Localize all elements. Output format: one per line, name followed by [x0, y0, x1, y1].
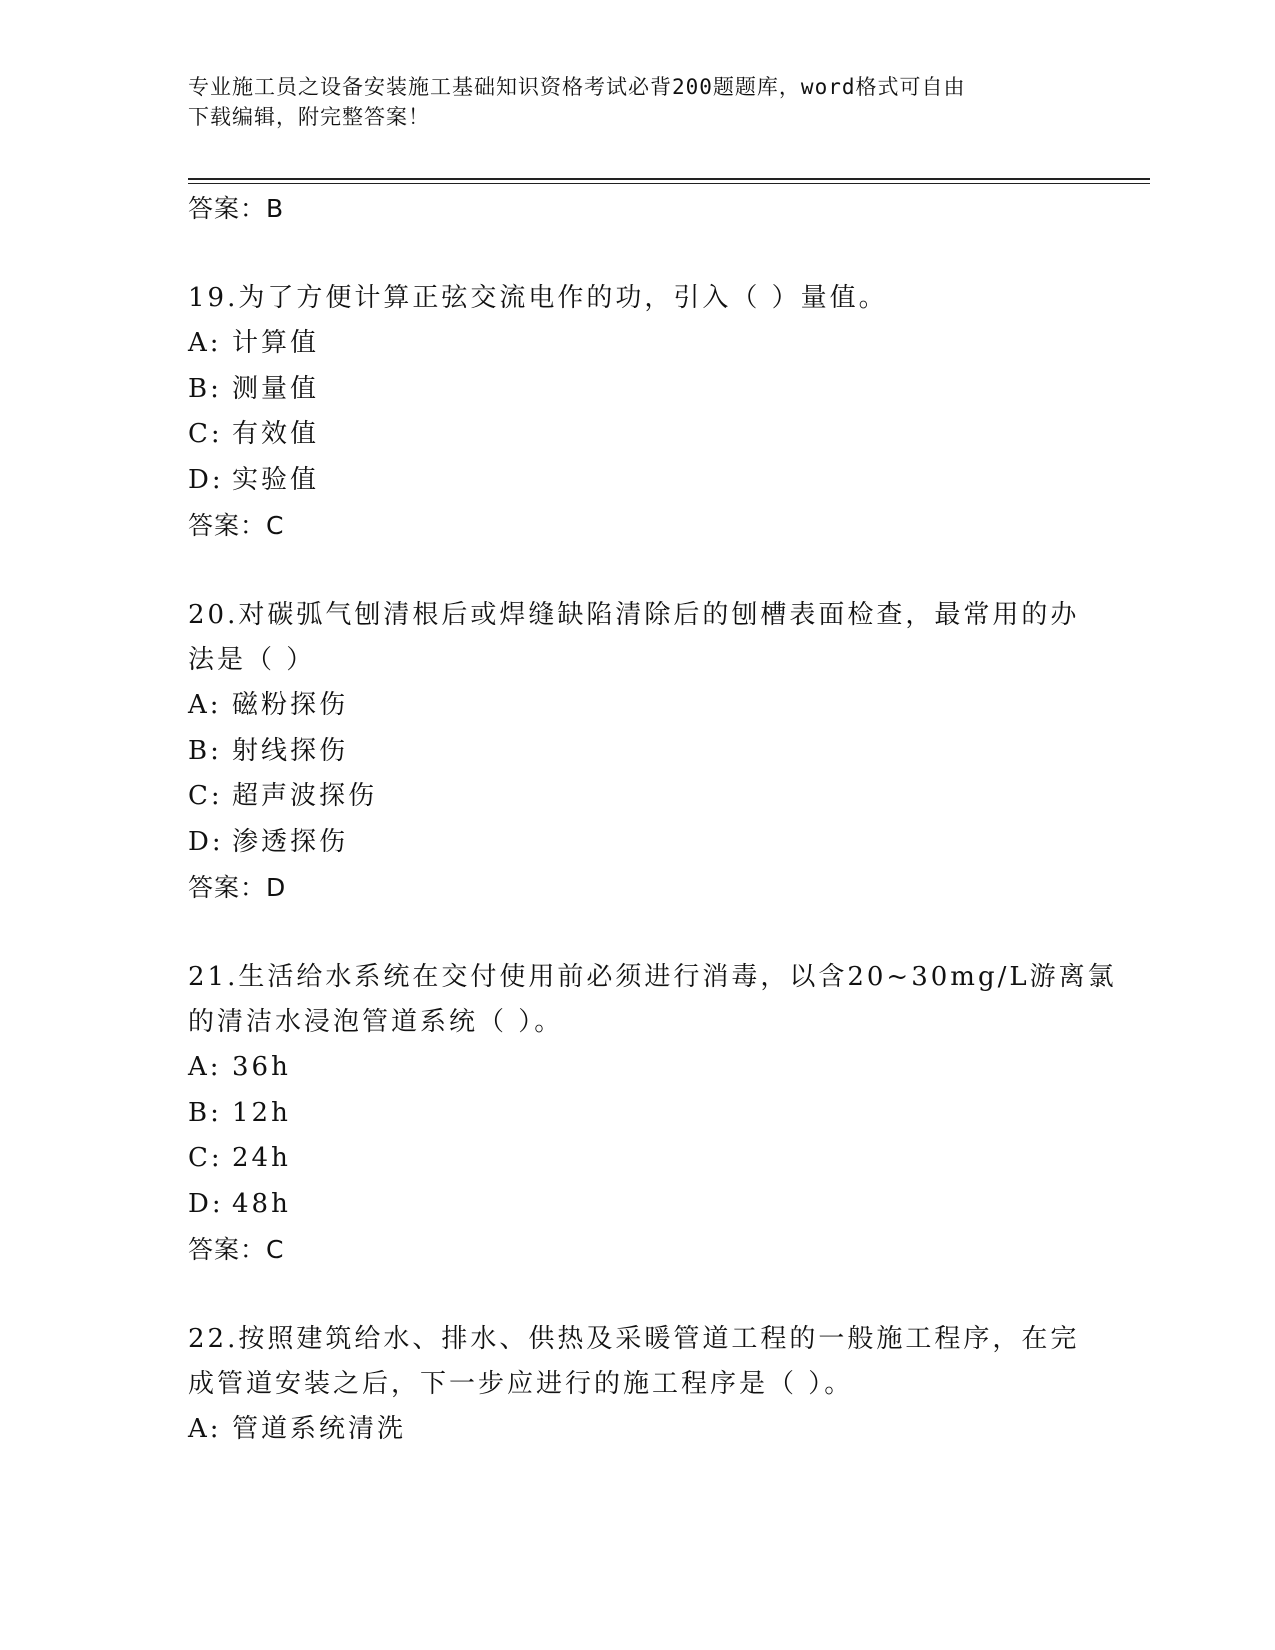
option-item — [188, 683, 1088, 729]
option-text: 12h — [232, 1097, 291, 1128]
option-text: 实验值 — [232, 464, 320, 495]
spacer — [188, 1273, 1088, 1317]
document-body — [188, 186, 1117, 1453]
option-item — [188, 321, 1088, 367]
option-item — [188, 820, 1088, 866]
option-text: 24h — [232, 1143, 291, 1173]
spacer — [188, 549, 1088, 593]
option-key: D: — [188, 826, 224, 857]
option-key: B: — [188, 1097, 222, 1128]
question-block — [188, 593, 1088, 911]
option-key: C: — [188, 1143, 223, 1173]
question-block — [188, 276, 1088, 549]
option-item — [188, 1136, 1088, 1182]
question-stem: 21.生活给水系统在交付使用前必须进行消毒，以含20~30mg/L游离氯 — [188, 962, 1117, 992]
option-key: D: — [188, 1188, 224, 1219]
option-key: C: — [188, 781, 223, 811]
option-text: 48h — [232, 1188, 291, 1219]
option-key: A: — [188, 1052, 222, 1082]
option-item — [188, 1045, 1088, 1091]
question-stem-continued: 成管道安装之后，下一步应进行的施工程序是（ ）。 — [188, 1369, 854, 1399]
option-item — [188, 1407, 1088, 1453]
option-text: 测量值 — [232, 373, 320, 404]
option-text: 有效值 — [232, 419, 320, 449]
option-text: 超声波探伤 — [232, 781, 378, 811]
header-rule-thick — [188, 178, 1150, 180]
question-stem: 22.按照建筑给水、排水、供热及采暖管道工程的一般施工程序，在完 — [188, 1324, 1080, 1354]
option-key: A: — [188, 690, 222, 720]
option-text: 渗透探伤 — [232, 826, 349, 857]
question-stem: 20.对碳弧气刨清根后或焊缝缺陷清除后的刨槽表面检查，最常用的办 — [188, 600, 1080, 630]
question-block — [188, 955, 1117, 1273]
option-item — [188, 458, 1088, 504]
option-key: A: — [188, 1414, 222, 1444]
answer-line: 答案：B — [188, 194, 285, 223]
option-item — [188, 774, 1088, 820]
option-item — [188, 1091, 1088, 1137]
option-key: A: — [188, 328, 222, 358]
spacer — [188, 911, 1088, 955]
question-stem-continued: 法是（ ） — [188, 645, 316, 675]
question-stem-continued: 的清洁水浸泡管道系统（ ）。 — [188, 1007, 564, 1037]
option-text: 计算值 — [232, 328, 320, 358]
question-block — [188, 1317, 1088, 1453]
header-line-2: 下载编辑，附完整答案！ — [188, 105, 430, 129]
option-key: B: — [188, 373, 222, 404]
option-key: C: — [188, 419, 223, 449]
option-text: 36h — [232, 1052, 291, 1082]
option-text: 管道系统清洗 — [232, 1414, 407, 1444]
option-item — [188, 729, 1088, 775]
option-text: 射线探伤 — [232, 735, 349, 766]
option-item — [188, 367, 1088, 413]
option-item — [188, 1182, 1088, 1228]
option-key: D: — [188, 464, 224, 495]
option-key: B: — [188, 735, 222, 766]
question-stem: 19.为了方便计算正弦交流电作的功，引入（ ）量值。 — [188, 283, 888, 313]
answer-line: 答案：D — [188, 873, 287, 902]
answer-line: 答案：C — [188, 511, 285, 540]
option-text: 磁粉探伤 — [232, 690, 349, 720]
header-rule-thin — [188, 183, 1150, 184]
option-item — [188, 412, 1088, 458]
document-header — [188, 72, 1068, 132]
header-line-1: 专业施工员之设备安装施工基础知识资格考试必背200题题库，word格式可自由 — [188, 75, 966, 99]
answer-line: 答案：C — [188, 1235, 285, 1264]
spacer — [188, 232, 1088, 276]
